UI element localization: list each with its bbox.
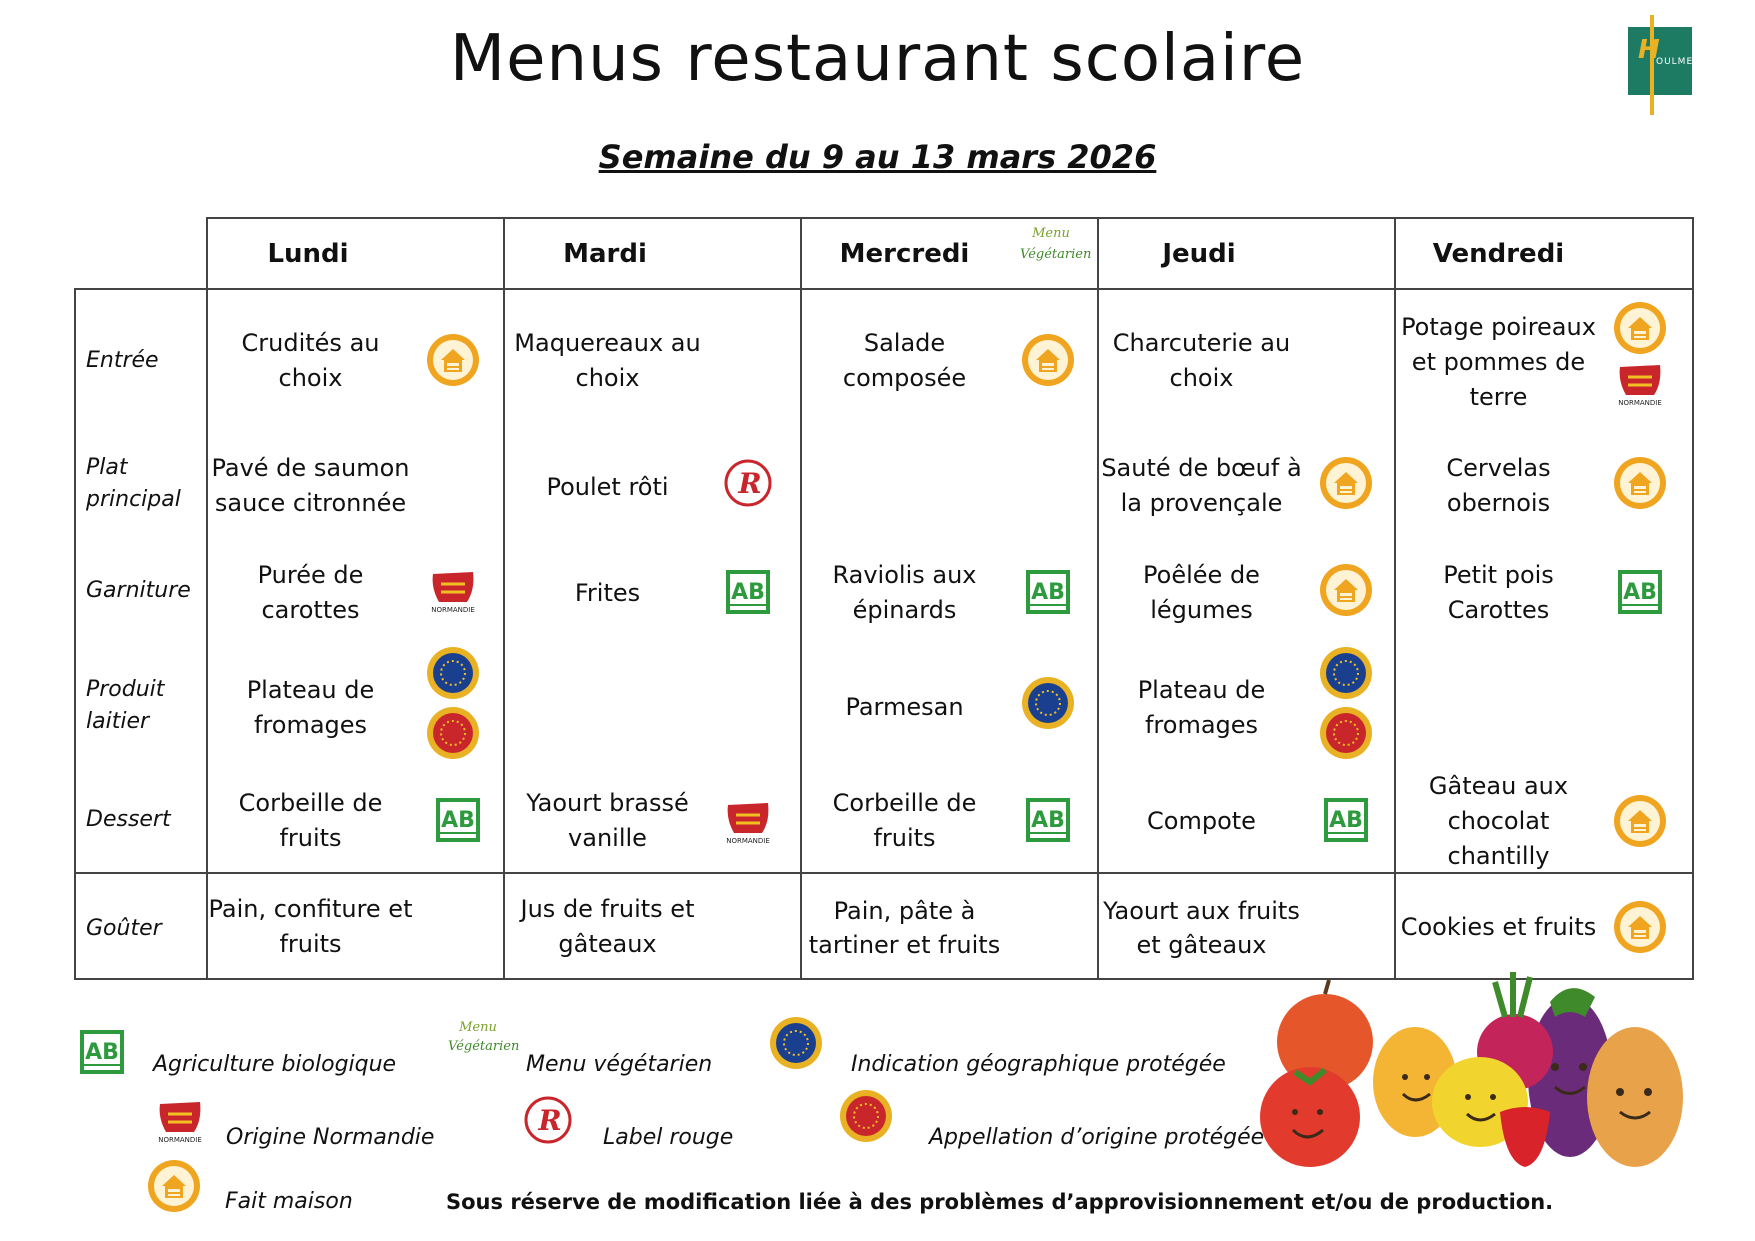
page-title: Menus restaurant scolaire: [449, 22, 1306, 96]
fait-maison-icon: [1612, 793, 1668, 849]
dish-lundi-dessert: Corbeille de fruits: [238, 789, 383, 852]
dish-lundi-entree: Crudités au choix: [241, 329, 380, 392]
origine-normandie-icon: [1612, 355, 1668, 411]
week-subtitle: Semaine du 9 au 13 mars 2026: [598, 138, 1157, 176]
aop-icon: [425, 705, 481, 761]
logo-text: OULME: [1656, 57, 1694, 67]
agriculture-bio-icon: [1612, 562, 1668, 618]
label-rouge-icon: [520, 1092, 576, 1148]
dish-mercredi-gouter: Pain, pâte à tartiner et fruits: [808, 897, 1001, 959]
day-header-mardi: Mardi: [563, 239, 647, 269]
vegetarian-badge-line1: Menu: [459, 1020, 497, 1035]
dish-lundi-gouter: Pain, confiture et fruits: [208, 895, 413, 958]
origine-normandie-icon: [425, 562, 481, 618]
dish-mercredi-garniture: Raviolis aux épinards: [832, 561, 977, 624]
fait-maison-icon: [1318, 562, 1374, 618]
strawberry-illustration: [1500, 1107, 1550, 1167]
agriculture-bio-icon: [720, 562, 776, 618]
day-header-jeudi: Jeudi: [1162, 239, 1236, 269]
fruits-vegetables-illustration: [1255, 972, 1695, 1172]
fait-maison-icon: [1612, 455, 1668, 511]
dish-mercredi-entree: Salade composée: [842, 329, 967, 392]
agriculture-bio-icon: [1020, 562, 1076, 618]
menu-vegetarien-icon: [1020, 226, 1092, 280]
aop-icon: [1318, 705, 1374, 761]
svg-text:R: R: [538, 1104, 562, 1137]
fait-maison-icon: [1318, 455, 1374, 511]
legend-bio: Agriculture biologique: [153, 1052, 397, 1077]
menu-vegetarien-icon: [448, 1020, 520, 1070]
legend-vegetarien: Menu végétarien: [526, 1052, 713, 1077]
svg-text:NORMANDIE: NORMANDIE: [158, 1136, 202, 1144]
dish-mardi-dessert: Yaourt brassé vanille: [526, 789, 689, 852]
fait-maison-icon: [1612, 899, 1668, 955]
dish-vendredi-gouter: Cookies et fruits: [1400, 912, 1597, 941]
dish-lundi-garniture: Purée de carottes: [257, 561, 364, 624]
igp-icon: [768, 1015, 824, 1071]
dish-mardi-entree: Maquereaux au choix: [514, 329, 701, 392]
dish-jeudi-laitier: Plateau de fromages: [1137, 676, 1266, 739]
svg-text:R: R: [738, 467, 762, 500]
dish-lundi-plat: Pavé de saumon sauce citronnée: [211, 454, 410, 517]
fait-maison-icon: [146, 1158, 202, 1214]
origine-normandie-icon: [152, 1092, 208, 1148]
igp-icon: [1318, 645, 1374, 701]
day-header-mercredi: Mercredi: [839, 239, 970, 269]
svg-text:AB: AB: [1623, 580, 1657, 605]
dish-mercredi-dessert: Corbeille de fruits: [832, 789, 977, 852]
row-label-garniture: Garniture: [86, 578, 191, 603]
row-label-dessert: Dessert: [86, 807, 171, 832]
svg-text:AB: AB: [85, 1040, 119, 1065]
legend-normandie: Origine Normandie: [226, 1125, 435, 1150]
igp-icon: [1020, 675, 1076, 731]
dish-mardi-plat: Poulet rôti: [546, 472, 669, 501]
vegetarian-badge-line1: Menu: [1032, 226, 1070, 241]
dish-mardi-gouter: Jus de fruits et gâteaux: [520, 895, 695, 958]
svg-text:AB: AB: [1031, 808, 1065, 833]
aop-icon: [838, 1088, 894, 1144]
day-header-vendredi: Vendredi: [1432, 239, 1565, 269]
school-logo: [1628, 27, 1692, 95]
supply-notice: Sous réserve de modification liée à des problèmes d’approvisionnement et/ou de production.: [446, 1190, 1554, 1214]
logo-bar: [1650, 15, 1654, 115]
agriculture-bio-icon: [1318, 790, 1374, 846]
table-line: [1692, 217, 1694, 980]
agriculture-bio-icon: [74, 1022, 130, 1078]
row-label-plat: Plat principal: [86, 455, 181, 512]
dish-jeudi-gouter: Yaourt aux fruits et gâteaux: [1103, 897, 1300, 959]
day-header-lundi: Lundi: [267, 239, 349, 269]
potato-illustration: [1587, 1027, 1683, 1167]
dish-vendredi-garniture: Petit pois Carottes: [1443, 561, 1554, 624]
row-label-entree: Entrée: [86, 348, 159, 373]
origine-normandie-icon: [720, 793, 776, 849]
dish-mardi-garniture: Frites: [574, 578, 641, 607]
label-rouge-icon: [720, 455, 776, 511]
dish-jeudi-dessert: Compote: [1147, 806, 1256, 835]
dish-vendredi-dessert: Gâteau aux chocolat chantilly: [1428, 771, 1569, 870]
vegetarian-badge-line2: Végétarien: [448, 1039, 520, 1054]
svg-text:AB: AB: [1031, 580, 1065, 605]
svg-text:AB: AB: [731, 580, 765, 605]
dish-jeudi-entree: Charcuterie au choix: [1112, 329, 1291, 392]
vegetarian-badge-line2: Végétarien: [1020, 247, 1092, 262]
dish-vendredi-plat: Cervelas obernois: [1446, 454, 1551, 517]
legend-igp: Indication géographique protégée: [851, 1052, 1226, 1077]
svg-text:AB: AB: [441, 808, 475, 833]
row-label-laitier: Produit laitier: [86, 677, 165, 734]
logo-letter: H: [1638, 35, 1660, 65]
dish-vendredi-entree: Potage poireaux et pommes de terre: [1401, 313, 1596, 411]
legend-fait-maison: Fait maison: [225, 1189, 353, 1214]
dish-lundi-laitier: Plateau de fromages: [246, 676, 375, 739]
row-label-gouter: Goûter: [86, 916, 162, 941]
fait-maison-icon: [425, 332, 481, 388]
legend-aop: Appellation d’origine protégée: [929, 1125, 1265, 1150]
igp-icon: [425, 645, 481, 701]
svg-text:NORMANDIE: NORMANDIE: [431, 606, 475, 614]
table-line: [74, 288, 76, 980]
fait-maison-icon: [1020, 332, 1076, 388]
fait-maison-icon: [1612, 300, 1668, 356]
dish-jeudi-garniture: Poêlée de légumes: [1143, 561, 1260, 624]
dish-mercredi-laitier: Parmesan: [845, 692, 964, 721]
agriculture-bio-icon: [430, 790, 486, 846]
dish-jeudi-plat: Sauté de bœuf à la provençale: [1101, 454, 1302, 517]
svg-text:AB: AB: [1329, 808, 1363, 833]
agriculture-bio-icon: [1020, 790, 1076, 846]
svg-text:NORMANDIE: NORMANDIE: [726, 837, 770, 845]
legend-label-rouge: Label rouge: [603, 1125, 734, 1150]
svg-text:NORMANDIE: NORMANDIE: [1618, 399, 1662, 407]
tomato-illustration: [1260, 1067, 1360, 1167]
